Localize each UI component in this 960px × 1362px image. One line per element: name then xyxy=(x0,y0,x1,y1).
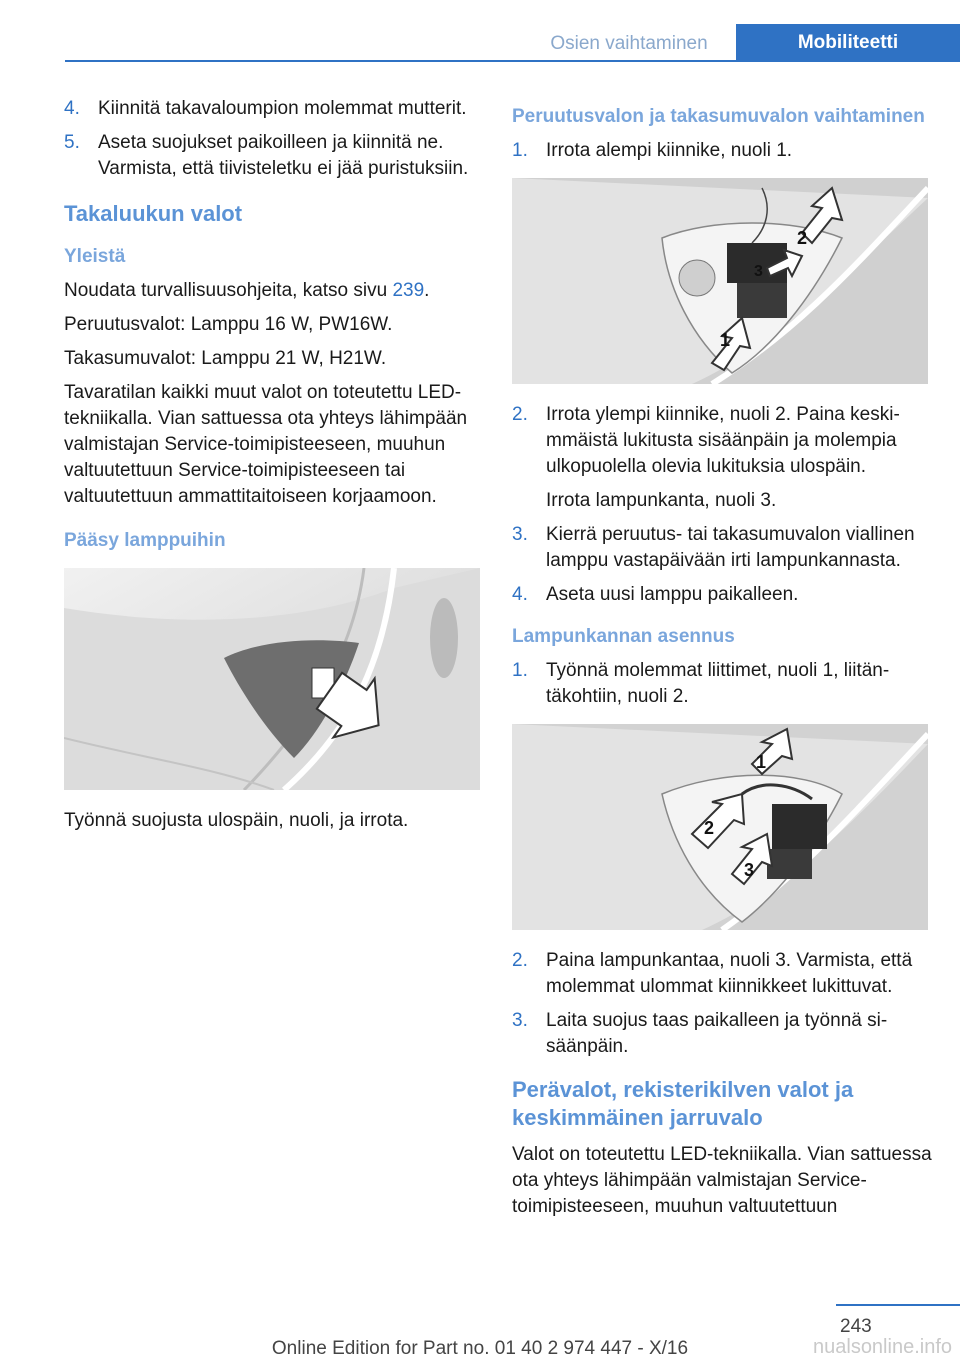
header-chapter-tab: Mobiliteetti xyxy=(736,24,960,62)
heading-tailgate-lights: Takaluukun valot xyxy=(64,201,243,226)
safety-text: Noudata turvallisuusohjeita, katso sivu xyxy=(64,280,393,301)
right-column xyxy=(512,96,932,1228)
step-number: 2. xyxy=(512,404,528,425)
arrow-label: 2 xyxy=(704,818,715,838)
holder-install-illustration xyxy=(512,724,928,930)
heading-lamp-access: Pääsy lamppuihin xyxy=(64,530,226,551)
list-item-step-2 xyxy=(512,402,932,514)
page-number: 243 xyxy=(840,1316,872,1337)
cover-removal-illustration xyxy=(64,568,480,790)
step-text: Aseta uusi lamppu paikalleen. xyxy=(546,584,799,605)
list-item-step-5 xyxy=(64,130,484,182)
step-number: 3. xyxy=(512,1010,528,1031)
list-item-step-1 xyxy=(512,138,932,164)
heading-rear-lights: Perävalot, rekisterikilven valot ja keskimmäinen jarruvalo xyxy=(512,1077,854,1130)
fog-lamp-spec: Takasumuvalot: Lamppu 21 W, H21W. xyxy=(64,348,387,369)
step-text: Kiinnitä takavaloumpion molemmat mutterit. xyxy=(98,98,467,119)
list-item-step-3 xyxy=(512,522,932,574)
step-number: 5. xyxy=(64,132,80,153)
step-text: Irrota alempi kiinnike, nuoli 1. xyxy=(546,140,793,161)
reverse-lamp-spec: Peruutusvalot: Lamppu 16 W, PW16W. xyxy=(64,314,393,335)
arrow-label: 1 xyxy=(720,330,731,350)
rear-lights-paragraph: Valot on toteutettu LED-tekniikalla. Vian sattuessa ota yhteys lähimpään valmistajan Service-toimipisteeseen, muuhun valtuutettuun xyxy=(512,1144,932,1217)
step-subtext: Irrota lampunkanta, nuoli 3. xyxy=(546,490,777,511)
watermark: nualsonline.info xyxy=(813,1336,952,1358)
arrow-label: 1 xyxy=(756,752,767,772)
step-text: Aseta suojukset paikoilleen ja kiinnitä ne. Varmista, että tiivisteletku ei jää puristuksiin. xyxy=(98,132,469,179)
list-item-step-3 xyxy=(512,1008,932,1060)
header-section-tab: Osien vaihtaminen xyxy=(550,33,708,54)
step-number: 1. xyxy=(512,140,528,161)
safety-note xyxy=(64,278,484,304)
arrow-label: 2 xyxy=(797,228,808,248)
heading-holder-install: Lampunkannan asennus xyxy=(512,626,735,647)
figure-lamp-holder-removal xyxy=(512,178,928,384)
figure-caption: Työnnä suojusta ulospäin, nuoli, ja irrota. xyxy=(64,810,409,831)
arrow-label: 3 xyxy=(754,263,763,280)
step-text: Työnnä molemmat liittimet, nuoli 1, liitäntäkohtiin, nuoli 2. xyxy=(546,660,890,707)
page-link[interactable]: 239 xyxy=(392,280,425,301)
step-number: 4. xyxy=(64,98,80,119)
arrow-label: 3 xyxy=(744,860,755,880)
safety-suffix: . xyxy=(424,280,430,301)
header-rule xyxy=(65,60,960,62)
list-item-step-4 xyxy=(64,96,484,122)
figure-lamp-access xyxy=(64,568,480,790)
list-item-step-2 xyxy=(512,948,932,1000)
heading-general: Yleistä xyxy=(64,246,126,267)
heading-replace-lamps: Peruutusvalon ja takasumuvalon vaihtaminen xyxy=(512,106,925,127)
step-number: 4. xyxy=(512,584,528,605)
step-text: Kierrä peruutus- tai takasumuvalon viallinen lamppu vastapäivään irti lampunkannasta. xyxy=(546,524,915,571)
step-number: 2. xyxy=(512,950,528,971)
step-number: 3. xyxy=(512,524,528,545)
step-text: Paina lampunkantaa, nuoli 3. Varmista, että molemmat ulommat kiinnikkeet lukittuvat. xyxy=(546,950,913,997)
step-text: Laita suojus taas paikalleen ja työnnä sisäänpäin. xyxy=(546,1010,888,1057)
lamp-holder-removal-illustration xyxy=(512,178,928,384)
step-text: Irrota ylempi kiinnike, nuoli 2. Paina keskimmäistä lukitusta sisäänpäin ja molempia ulkopuolella olevia lukituksia ulospäin. xyxy=(546,404,900,477)
led-paragraph: Tavaratilan kaikki muut valot on toteutettu LED-tekniikalla. Vian sattuessa ota yhteys lähimpään valmistajan Service-toimipisteeseen, muuhun valtuutettuun Service-toimipisteeseen tai valtuutettuun ammattitaitoiseen korjaamoon. xyxy=(64,382,468,507)
step-number: 1. xyxy=(512,660,528,681)
list-item-step-4 xyxy=(512,582,932,608)
footer-rule xyxy=(836,1304,960,1306)
list-item-step-1 xyxy=(512,658,932,710)
edition-line: Online Edition for Part no. 01 40 2 974 447 - X/16 xyxy=(271,1338,689,1359)
figure-holder-install xyxy=(512,724,928,930)
left-column xyxy=(64,96,484,842)
